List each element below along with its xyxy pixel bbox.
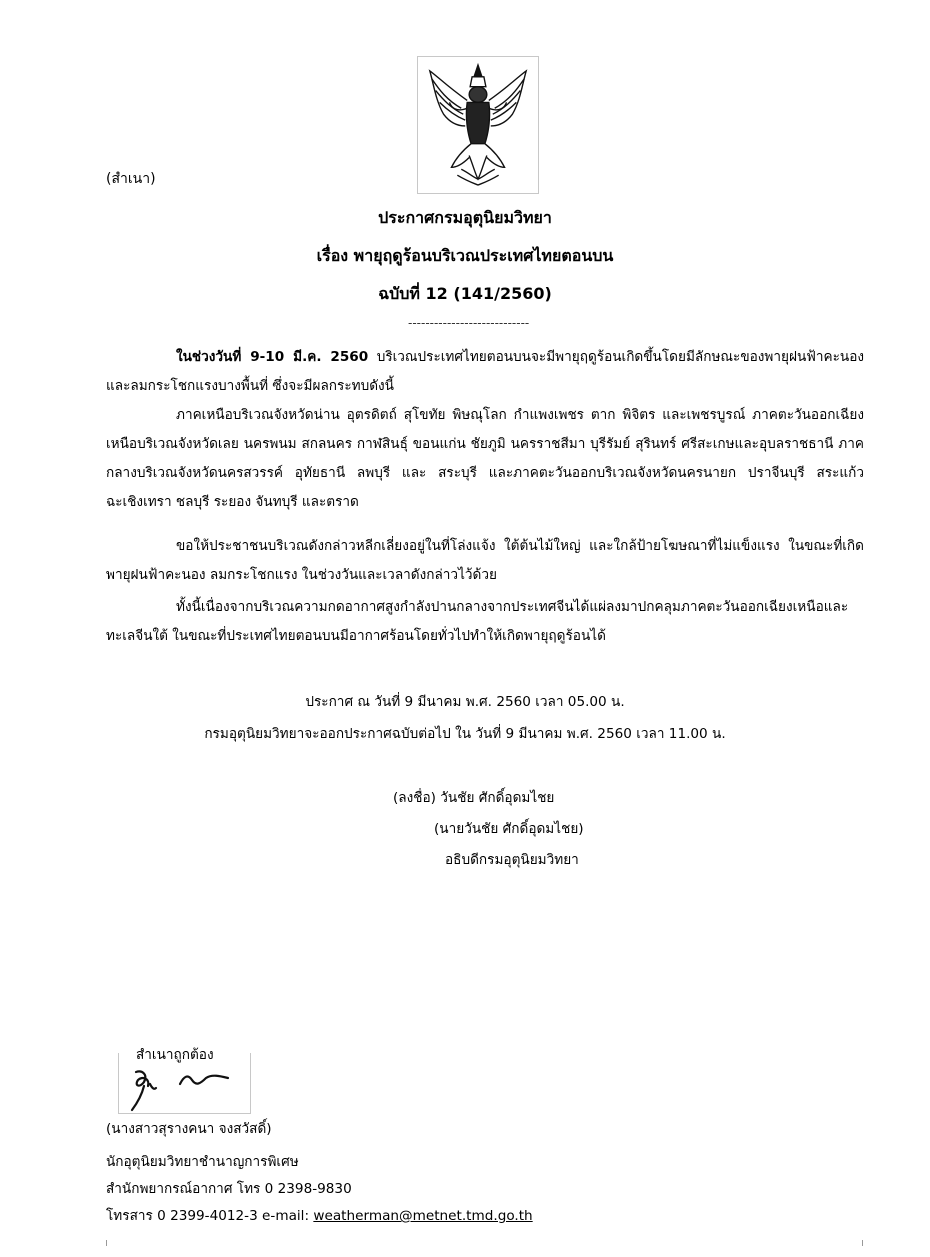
summary-text: บริเวณประเทศไทยตอนบนจะมีพายุฤดูร้อนเกิดขึ้นโดยมีลักษณะของพายุฝนฟ้าคะนองและลมกระโชกแรงบางพื้นที่ ซึ่งจะมีผลกระทบดังนี้	[106, 349, 864, 394]
paragraph-affected-areas	[106, 401, 864, 517]
paragraph-cause	[106, 593, 864, 651]
office-contact-line: สำนักพยากรณ์อากาศ โทร 0 2398-9830	[106, 1181, 352, 1197]
next-issue-line: กรมอุตุนิยมวิทยาจะออกประกาศฉบับต่อไป ใน วันที่ 9 มีนาคม พ.ศ. 2560 เวลา 11.00 น.	[204, 726, 726, 742]
summary-date: ในช่วงวันที่ 9-10 มี.ค. 2560	[176, 349, 369, 365]
title-divider: ----------------------------	[408, 316, 530, 330]
advice-text: ขอให้ประชาชนบริเวณดังกล่าวหลีกเลี่ยงอยู่ในที่โล่งแจ้ง ใต้ต้นไม้ใหญ่ และใกล้ป้ายโฆษณาที่ไม่แข็งแรง ในขณะที่เกิดพายุฝนฟ้าคะนอง ลมกระโชกแรง ในช่วงวันและเวลาดังกล่าวไว้ด้วย	[106, 538, 864, 583]
certify-label: สำเนาถูกต้อง	[134, 1043, 216, 1065]
certifier-position: นักอุตุนิยมวิทยาชำนาญการพิเศษ	[106, 1154, 299, 1170]
doc-title: ประกาศกรมอุตุนิยมวิทยา	[378, 208, 552, 227]
doc-issue-number: ฉบับที่ 12 (141/2560)	[378, 284, 552, 303]
page-edge-mark	[106, 1240, 107, 1246]
page-edge-mark	[862, 1240, 863, 1246]
signer-position: อธิบดีกรมอุตุนิยมวิทยา	[445, 852, 579, 868]
certifier-name: (นางสาวสุรางคนา จงสวัสดิ์)	[106, 1121, 272, 1137]
fax-email-line	[106, 1204, 533, 1226]
email-link[interactable]: weatherman@metnet.tmd.go.th	[313, 1208, 533, 1224]
fax-text: โทรสาร 0 2399-4012-3 e-mail:	[106, 1208, 314, 1224]
copy-tag: (สำเนา)	[106, 171, 156, 187]
announce-date-line: ประกาศ ณ วันที่ 9 มีนาคม พ.ศ. 2560 เวลา 05.00 น.	[305, 694, 625, 710]
doc-subject: เรื่อง พายุฤดูร้อนบริเวณประเทศไทยตอนบน	[316, 246, 614, 265]
paragraph-advice	[106, 532, 864, 590]
handwritten-signature	[122, 1062, 238, 1112]
signed-line: (ลงชื่อ) วันชัย ศักดิ์อุดมไชย	[393, 790, 555, 806]
signer-name: (นายวันชัย ศักดิ์อุดมไชย)	[434, 821, 584, 837]
cause-text: ทั้งนี้เนื่องจากบริเวณความกดอากาศสูงกำลังปานกลางจากประเทศจีนได้แผ่ลงมาปกคลุมภาคตะวันออกเฉียงเหนือและทะเลจีนใต้ ในขณะที่ประเทศไทยตอนบนมีอากาศร้อนโดยทั่วไปทำให้เกิดพายุฤดูร้อนได้	[106, 599, 849, 644]
affected-areas-text: ภาคเหนือบริเวณจังหวัดน่าน อุตรดิตถ์ สุโขทัย พิษณุโลก กำแพงเพชร ตาก พิจิตร และเพชรบูรณ์ ภาคตะวันออกเฉียงเหนือบริเวณจังหวัดเลย นครพนม สกลนคร กาฬสินธุ์ ขอนแก่น ชัยภูมิ นครราชสีมา บุรีรัมย์ สุรินทร์ ศรีสะเกษและอุบลราชธานี ภาคกลางบริเวณจังหวัดนครสวรรค์ อุทัยธานี ลพบุรี และ สระบุรี และภาคตะวันออกบริเวณจังหวัดนครนายก ปราจีนบุรี สระแก้ว ฉะเชิงเทรา ชลบุรี ระยอง จันทบุรี และตราด	[106, 407, 864, 510]
garuda-icon	[418, 57, 538, 193]
paragraph-summary	[106, 343, 864, 401]
garuda-emblem	[417, 56, 539, 194]
